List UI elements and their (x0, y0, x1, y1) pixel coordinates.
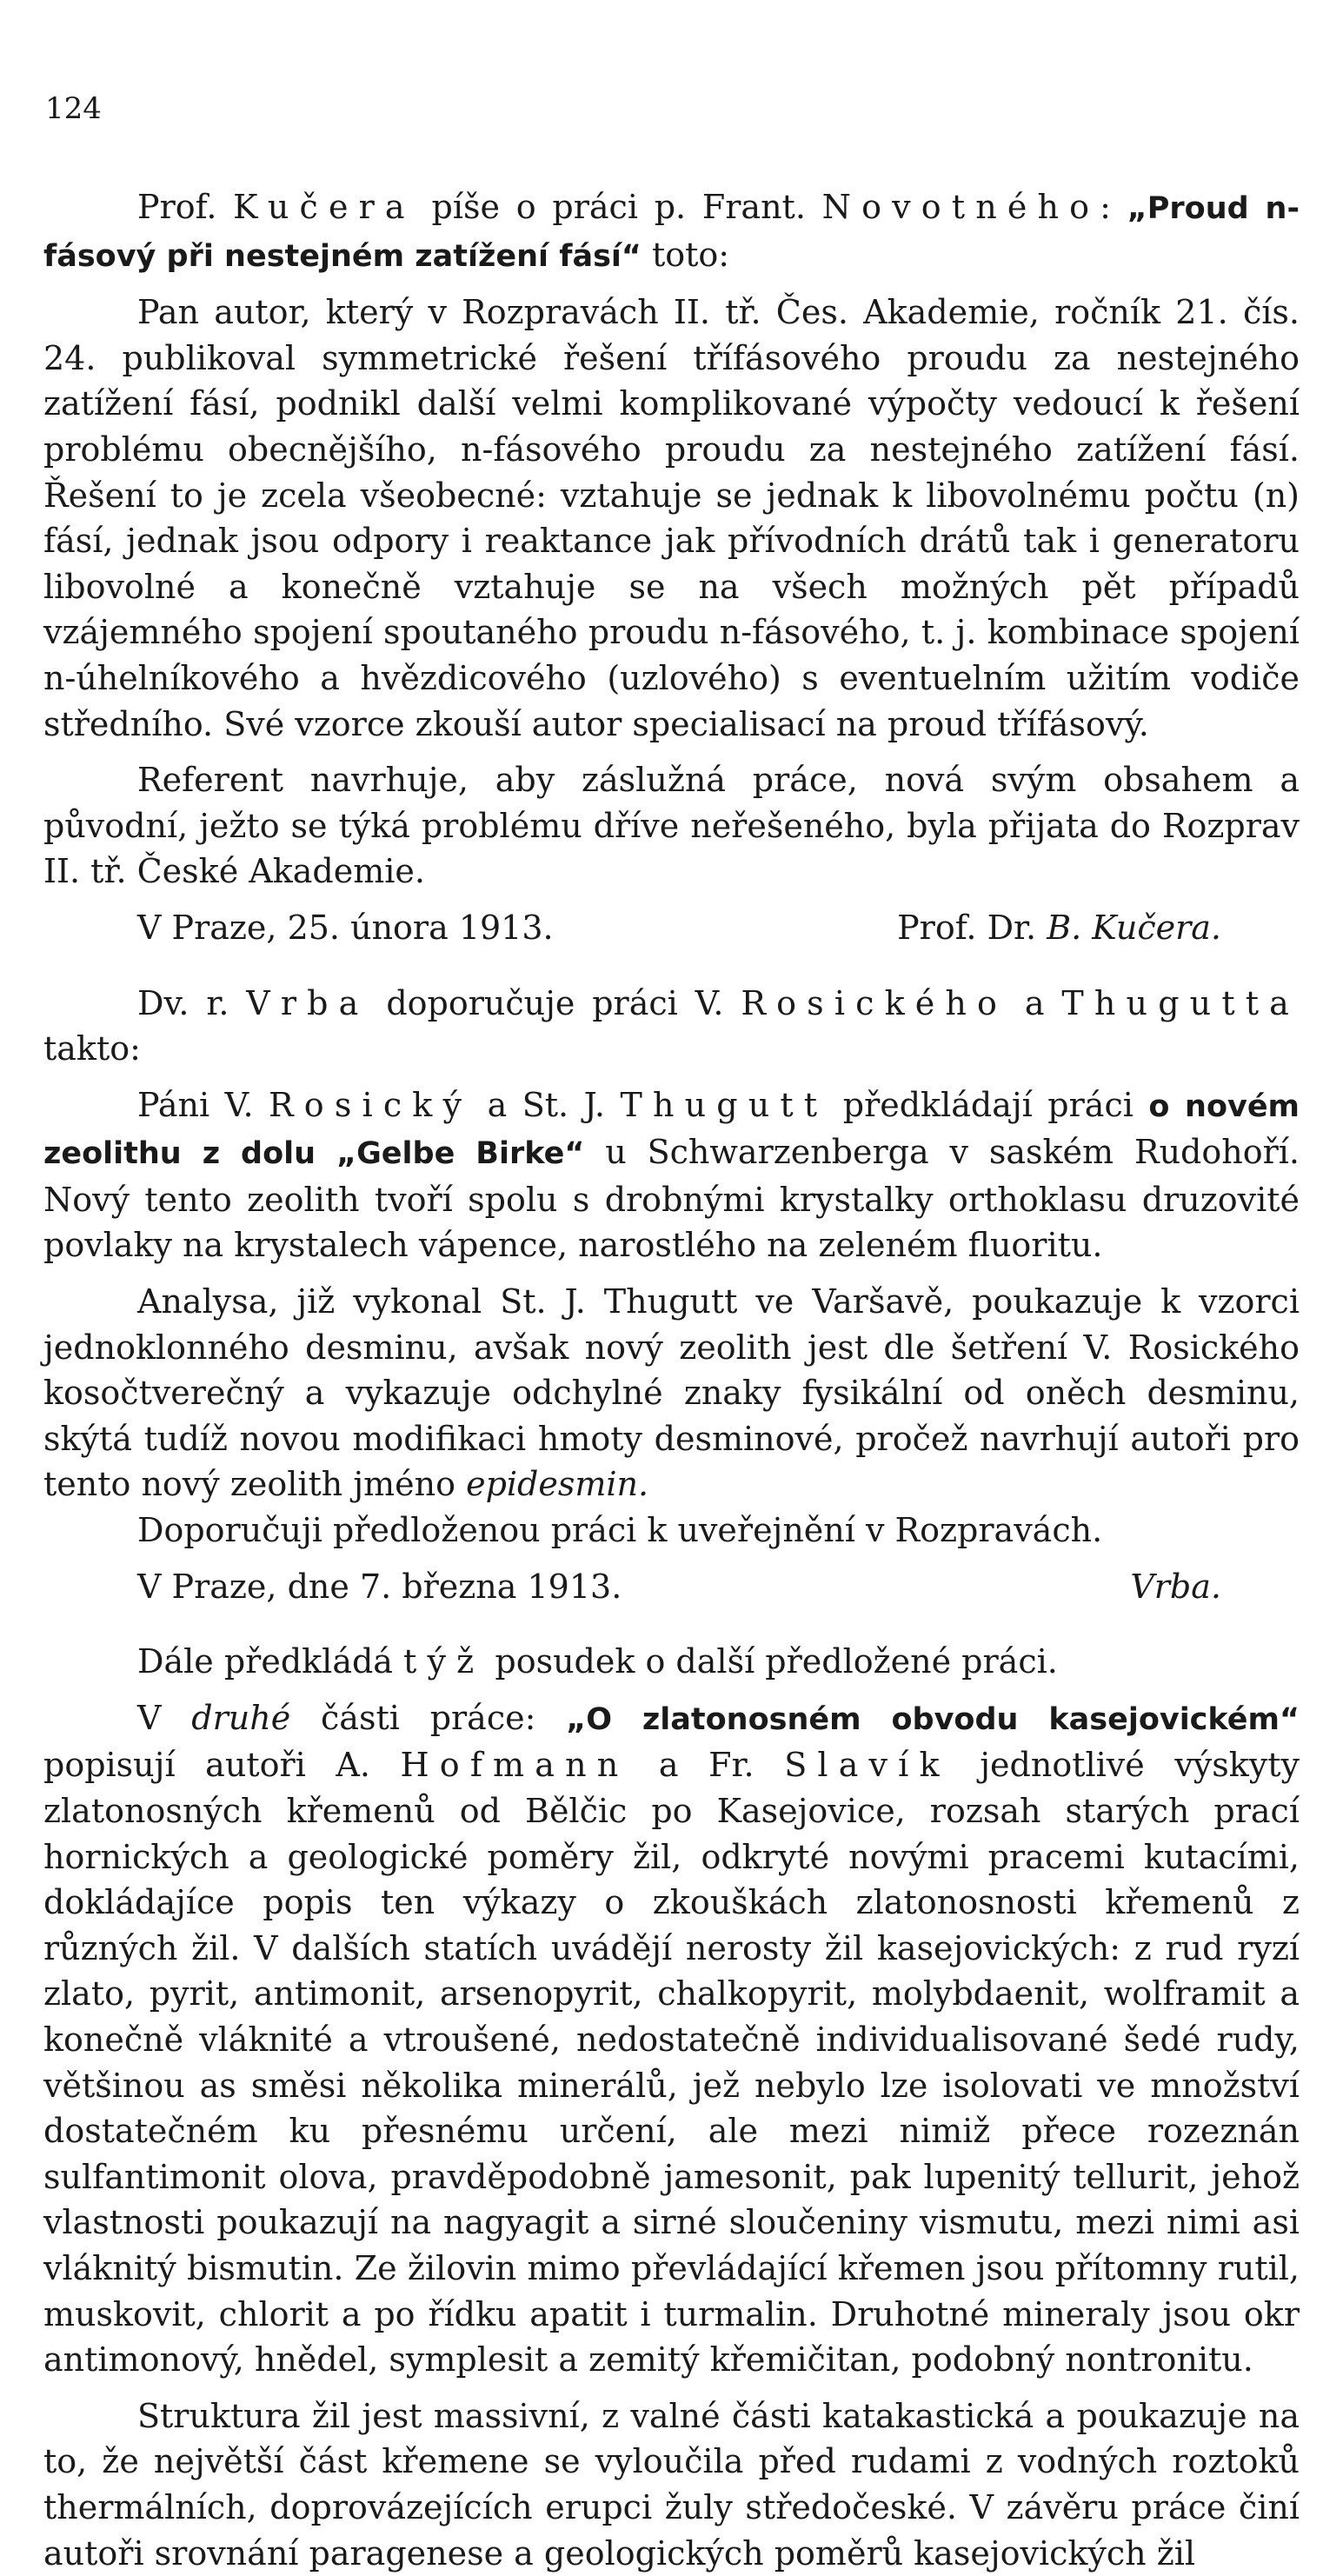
author-name: Hofmann (400, 1746, 629, 1785)
paper-title: o novém zeolithu z dolu „Gelbe Birke“ (43, 1088, 1300, 1172)
report-2-signature-line (43, 1564, 1300, 1610)
date: V Praze, dne 7. března 1913. (137, 1567, 622, 1606)
report-3-paragraph: Struktura žil jest massivní, z valné části katakastická a poukazuje na to, že největší část křemene se vyloučila před rudami z vodných roztoků thermálních, doprovázejících erupci žuly středočeské. V závěru práce činí autoři srovnání paragenese a geologických poměrů kasejovických žil (43, 2396, 1300, 2573)
report-2-paragraph: Páni V. Rosický a St. J. Thugutt předkládají práci o novém zeolithu z dolu „Gelbe Birke“ u Schwarzenberga v saském Rudohoří. Nový tento zeolith tvoří spolu s drobnými krystalky orthoklasu druzovité povlaky na krystalech vápence, narostlého na zeleném fluoritu. (43, 1085, 1300, 1265)
date: V Praze, 25. února 1913. (137, 908, 554, 947)
paper-title: „Proud n-fásový při nestejném zatížení fásí“ (43, 191, 1300, 274)
report-3-paragraph: V druhé části práce: „O zlatonosném obvodu kasejovickém“ popisují autoři A. Hofmann a Fr. Slavík jednotlivé výskyty zlatonosných křemenů od Bělčic po Kasejovice, rozsah starých prací hornických a geologické poměry žil, odkryté novými pracemi kutacími, dokládajíce popis ten výkazy o zkouškách zlatonosnosti křemenů z různých žil. V dalších statích uvádějí nerosty žil kasejovických: z rud ryzí zlato, pyrit, antimonit, arsenopyrit, chalkopyrit, molybdaenit, wolframit a konečně vláknité a vtroušené, nedostatečně individualisované šedé rudy, většinou as směsi několika minerálů, jež nebylo lze isolovati ve množství dostatečném ku přesnému určení, ale mezi nimiž přece rozeznán sulfantimonit olova, pravděpodobně jamesonit, pak lupenitý tellurit, jehož vlastnosti poukazují na nagyagit a sirné sloučeniny vismutu, mezi nimi asi vláknitý bismutin. Ze žilovin mimo převládající křemen jsou přítomny rutil, muskovit, chlorit a po řídku apatit i turmalin. Druhotné mineraly jsou okr antimonový, hnědel, symplesit a zemitý křemičitan, podobný nontronitu. (43, 1698, 1300, 2380)
page-body (43, 184, 1300, 2576)
author-name: Thugutt (620, 1085, 828, 1124)
mineral-name: epidesmin. (466, 1465, 649, 1504)
signature: Prof. Dr. B. Kučera. (897, 908, 1221, 947)
signature: Vrba. (1130, 1567, 1221, 1606)
page-number: 124 (45, 91, 102, 126)
report-1-heading: Prof. Kučera píše o práci p. Frant. Novotného: „Proud n-fásový při nestejném zatížení fásí“ toto: (43, 188, 1300, 274)
paper-title: „O zlatonosném obvodu kasejovickém“ (566, 1701, 1300, 1737)
author-name: Vrba (246, 983, 369, 1022)
report-3-intro: Dále předkládá týž posudek o další předložené práci. (137, 1642, 1058, 1681)
author-name: Rosický (269, 1085, 473, 1124)
author-name: Thugutta (1061, 983, 1300, 1022)
report-2-paragraph: Analysa, již vykonal St. J. Thugutt ve Varšavě, poukazuje k vzorci jednoklonného desminu, avšak nový zeolith jest dle šetření V. Rosického kosočtverečný a vykazuje odchylné znaky fysikální od oněch desminu, skýtá tudíž novou modifikaci hmoty desminové, pročež navrhují autoři pro tento nový zeolith jméno epidesmin. (43, 1282, 1300, 1504)
author-name: Novotného (821, 188, 1100, 226)
author-name: Slavík (784, 1746, 950, 1785)
report-1-paragraph: Referent navrhuje, aby záslužná práce, nová svým obsahem a původní, ježto se týká problému dříve neřešeného, byla přijata do Rozprav II. tř. České Akademie. (43, 761, 1300, 891)
report-2-paragraph: Doporučuji předloženou práci k uveřejnění v Rozpravách. (137, 1511, 1103, 1550)
report-1-signature-line (43, 905, 1300, 951)
author-name: Kučera (233, 188, 416, 226)
report-1-paragraph: Pan autor, který v Rozpravách II. tř. Čes. Akademie, ročník 21. čís. 24. publikoval symmetrické řešení třífásového proudu za nestejného zatížení fásí, podnikl další velmi komplikované výpočty vedoucí k řešení problému obecnějšího, n-fásového proudu za nestejného zatížení fásí. Řešení to je zcela všeobecné: vztahuje se jednak k libovolnému počtu (n) fásí, jednak jsou odpory i reaktance jak přívodních drátů tak i generatoru libovolné a konečně vztahuje se na všech možných pět případů vzájemného spojení spoutaného proudu n-fásového, t. j. kombinace spojení n-úhelníkového a hvězdicového (uzlového) s eventuelním užitím vodiče středního. Své vzorce zkouší autor specialisací na proud třífásový. (43, 293, 1300, 743)
report-2-heading: Dv. r. Vrba doporučuje práci V. Rosického a Thugutta takto: (43, 983, 1300, 1068)
author-name: Rosického (741, 983, 1008, 1022)
